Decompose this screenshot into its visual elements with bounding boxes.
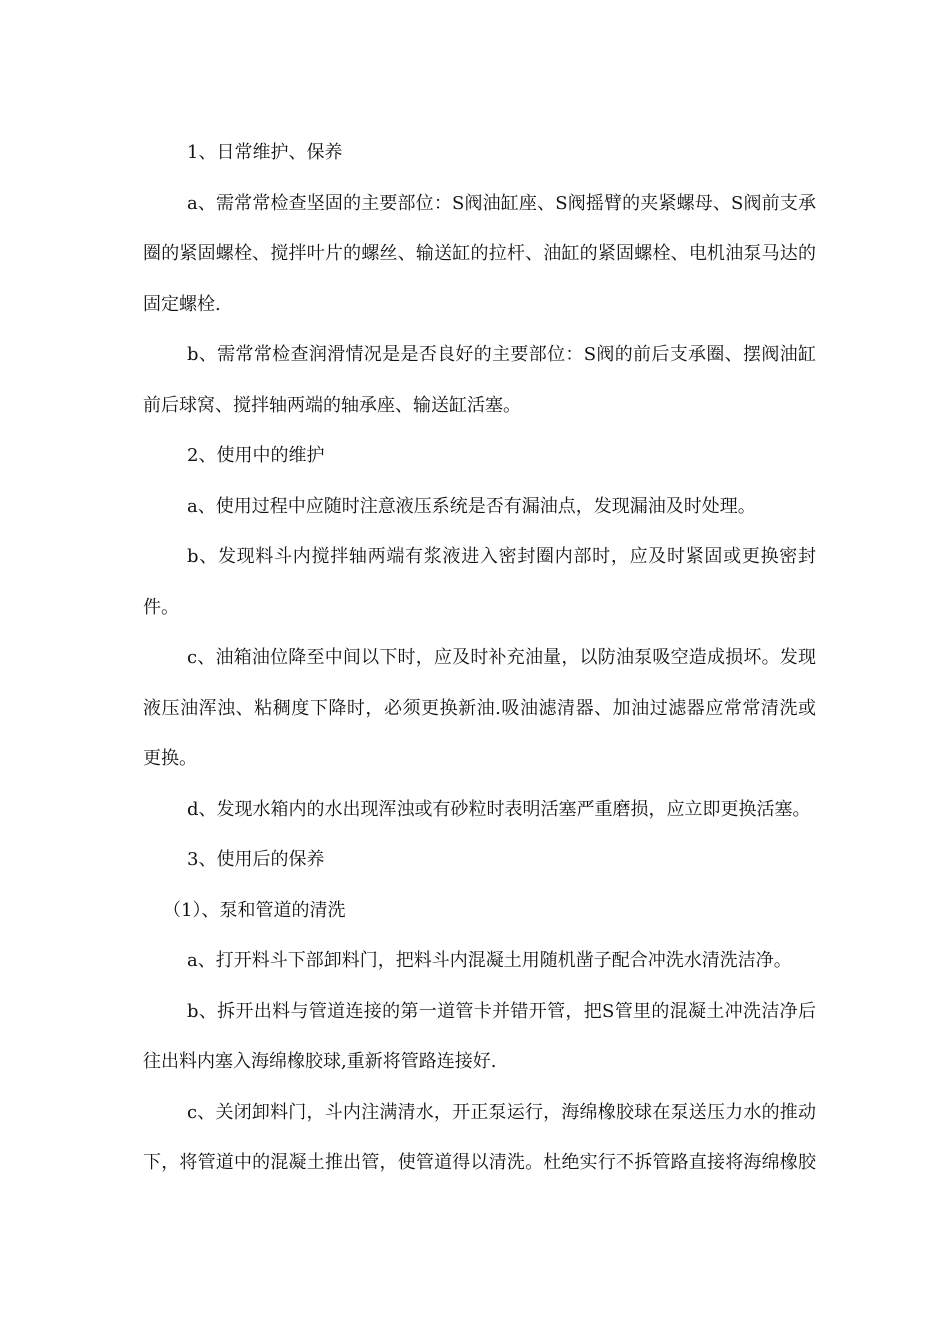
paragraph-line: c、关闭卸料门，斗内注满清水，开正泵运行，海绵橡胶球在泵送压力水的推动	[187, 1101, 816, 1123]
paragraph-line: b、发现料斗内搅拌轴两端有浆液进入密封圈内部时，应及时紧固或更换密封	[187, 546, 816, 567]
paragraph-line: c、油箱油位降至中间以下时，应及时补充油量，以防油泵吸空造成损坏。发现	[187, 647, 816, 668]
paragraph-line: a、打开料斗下部卸料门，把料斗内混凝土用随机凿子配合冲洗水清洗洁净。	[187, 950, 792, 971]
paragraph-line: 圈的紧固螺栓、搅拌叶片的螺丝、输送缸的拉杆、油缸的紧固螺栓、电机油泵马达的	[143, 243, 816, 264]
paragraph-line: 前后球窝、搅拌轴两端的轴承座、输送缸活塞。	[143, 394, 521, 416]
paragraph-line: b、拆开出料与管道连接的第一道管卡并错开管，把S管里的混凝土冲洗洁净后	[187, 1000, 816, 1022]
paragraph-line: 件。	[143, 596, 179, 618]
paragraph-line: 下，将管道中的混凝土推出管，使管道得以清洗。杜绝实行不拆管路直接将海绵橡胶	[143, 1152, 816, 1173]
subheading-pump-pipe-cleaning: （1）、泵和管道的清洗	[163, 899, 346, 921]
paragraph-line: d、发现水箱内的水出现浑浊或有砂粒时表明活塞严重磨损，应立即更换活塞。	[187, 798, 811, 820]
heading-in-use-maintenance: 2、使用中的维护	[187, 445, 325, 466]
heading-daily-maintenance: 1、日常维护、保养	[187, 142, 343, 163]
document-body	[143, 128, 816, 1189]
paragraph-line: 往出料内塞入海绵橡胶球,重新将管路连接好.	[143, 1051, 497, 1072]
paragraph-line: 液压油浑浊、粘稠度下降时，必须更换新油.吸油滤清器、加油过滤器应常常清洗或	[143, 697, 816, 719]
paragraph-line: a、需常常检查坚固的主要部位：S阀油缸座、S阀摇臂的夹紧螺母、S阀前支承	[187, 192, 816, 214]
heading-after-use-maintenance: 3、使用后的保养	[187, 849, 325, 870]
paragraph-line: 固定螺栓.	[143, 293, 221, 315]
paragraph-line: a、使用过程中应随时注意液压系统是否有漏油点，发现漏油及时处理。	[187, 495, 756, 517]
paragraph-line: b、需常常检查润滑情况是是否良好的主要部位：S阀的前后支承圈、摆阀油缸	[187, 344, 816, 365]
paragraph-line: 更换。	[143, 748, 197, 769]
